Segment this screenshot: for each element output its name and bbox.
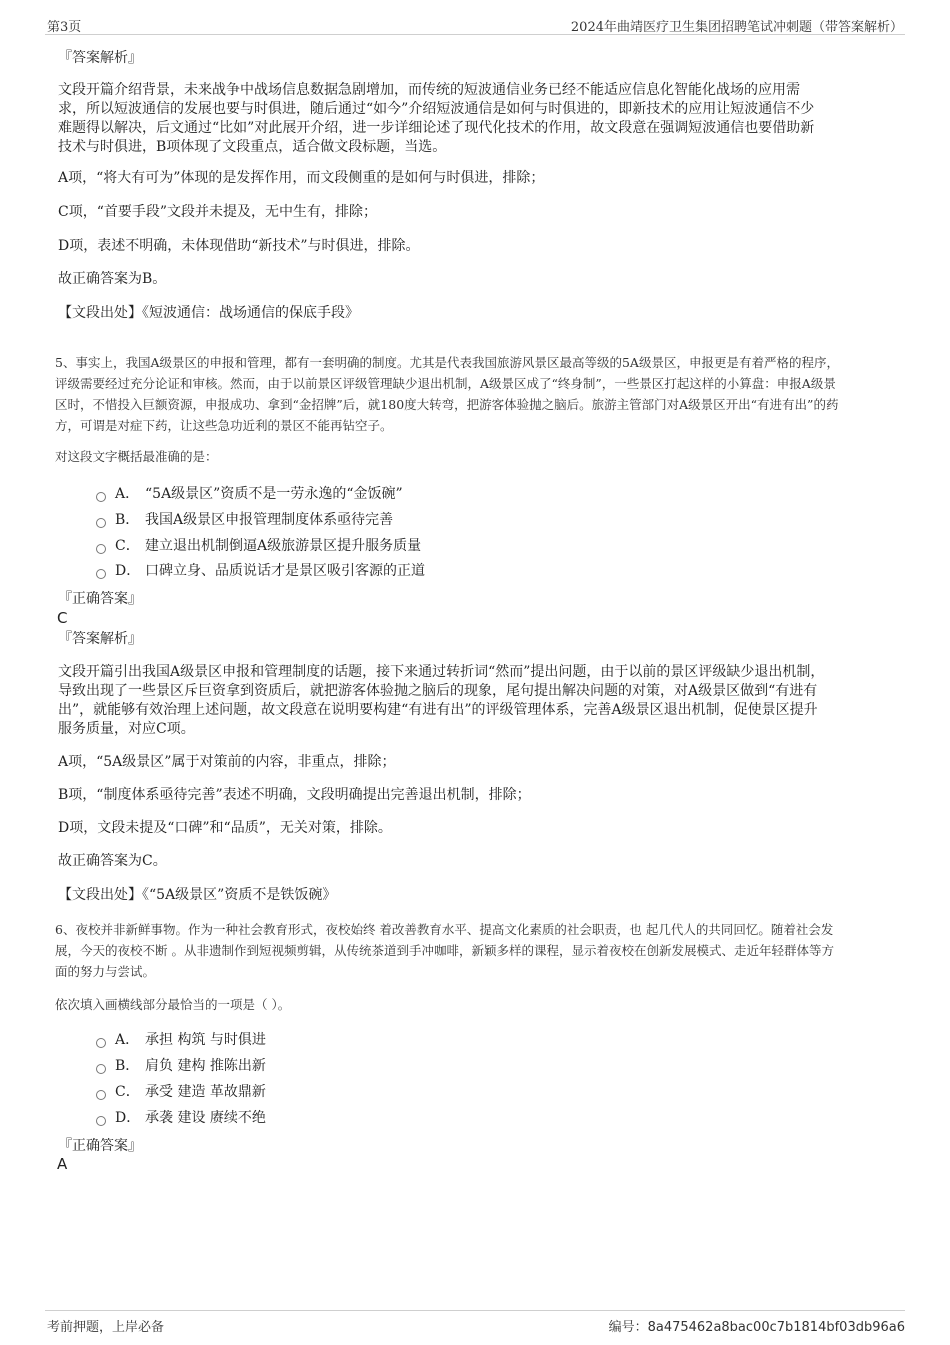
page-header <box>45 14 905 35</box>
analysis-label: 『答案解析』 <box>58 50 142 66</box>
option-text: 承担 构筑 与时俱进 <box>145 1032 266 1048</box>
footer-slogan: 考前押题，上岸必备 <box>47 1320 165 1335</box>
question-6-text <box>55 919 895 982</box>
option-b[interactable] <box>96 510 393 530</box>
source-citation: 【文段出处】《短波通信：战场通信的保底手段》 <box>58 305 359 321</box>
option-text: 我国A级景区申报管理制度体系亟待完善 <box>145 512 394 528</box>
analysis-paragraph <box>58 81 888 157</box>
correct-answer: A <box>57 1155 68 1173</box>
question-6-prompt: 依次填入画横线部分最恰当的一项是（ ）。 <box>55 997 291 1012</box>
radio-icon[interactable] <box>96 544 106 554</box>
radio-icon[interactable] <box>96 492 106 502</box>
option-d[interactable] <box>96 561 425 581</box>
option-letter: C． <box>115 538 140 554</box>
analysis-line: 技术与时俱进，B项体现了文段重点，适合做文段标题，当选。 <box>58 139 447 155</box>
conclusion: 故正确答案为B。 <box>58 271 167 287</box>
code-label: 编号： <box>608 1320 648 1335</box>
question-5-text <box>55 352 895 436</box>
option-c[interactable] <box>96 1082 266 1102</box>
option-letter: B． <box>115 1058 140 1074</box>
page-number: 第3页 <box>47 20 82 35</box>
option-text: 承袭 建设 赓续不绝 <box>145 1110 266 1126</box>
answer-label: 『正确答案』 <box>58 591 142 607</box>
question-line: 方，可谓是对症下药，让这些急功近利的景区不能再钻空子。 <box>55 418 393 433</box>
radio-icon[interactable] <box>96 1090 106 1100</box>
exclusion-c: C项，“首要手段”文段并未提及，无中生有，排除； <box>58 204 378 220</box>
radio-icon[interactable] <box>96 1038 106 1048</box>
code-value: 8a475462a8bac00c7b1814bf03db96a6 <box>647 1320 905 1335</box>
option-c[interactable] <box>96 536 421 556</box>
question-line: 6、夜校并非新鲜事物。作为一种社会教育形式，夜校始终 着改善教育水平、提高文化素质的社会职责，也 起几代人的共同回忆。随着社会发 <box>55 922 834 937</box>
analysis-line: 文段开篇引出我国A级景区申报和管理制度的话题，接下来通过转折词“然而”提出问题，由于以前的景区评级缺少退出机制， <box>58 664 825 680</box>
option-text: “5A级景区”资质不是一劳永逸的“金饭碗” <box>145 486 403 502</box>
question-line: 5、事实上，我国A级景区的申报和管理，都有一套明确的制度。尤其是代表我国旅游风景区最高等级的5A级景区，申报更是有着严格的程序， <box>55 355 839 370</box>
analysis-paragraph <box>58 663 888 739</box>
option-text: 肩负 建构 推陈出新 <box>145 1058 266 1074</box>
option-letter: A． <box>115 1032 140 1048</box>
radio-icon[interactable] <box>96 569 106 579</box>
question-line: 区时，不惜投入巨额资源，申报成功、拿到“金招牌”后，就180度大转弯，把游客体验抛之脑后。旅游主管部门对A级景区开出“有进有出”的药 <box>55 397 839 412</box>
analysis-label: 『答案解析』 <box>58 631 142 647</box>
conclusion: 故正确答案为C。 <box>58 853 167 869</box>
exclusion-b: B项，“制度体系亟待完善”表述不明确，文段明确提出完善退出机制，排除； <box>58 787 531 803</box>
exclusion-a: A项，“5A级景区”属于对策前的内容，非重点，排除； <box>58 754 396 770</box>
analysis-line: 出”，就能够有效治理上述问题，故文段意在说明要构建“有进有出”的评级管理体系，完善A级景区退出机制，促使景区提升 <box>58 702 818 718</box>
exclusion-d: D项，表述不明确，未体现借助“新技术”与时俱进，排除。 <box>58 238 420 254</box>
page-footer <box>45 1310 905 1335</box>
option-letter: D． <box>115 563 141 579</box>
exclusion-a: A项，“将大有可为”体现的是发挥作用，而文段侧重的是如何与时俱进，排除； <box>58 170 545 186</box>
question-line: 展，今天的夜校不断 。从非遗制作到短视频剪辑，从传统茶道到手冲咖啡，新颖多样的课程，显示着夜校在创新发展模式、走近年轻群体等方 <box>55 943 834 958</box>
question-line: 评级需要经过充分论证和审核。然而，由于以前景区评级管理缺少退出机制，A级景区成了“终身制”，一些景区打起这样的小算盘：申报A级景 <box>55 376 836 391</box>
option-text: 承受 建造 革故鼎新 <box>145 1084 266 1100</box>
radio-icon[interactable] <box>96 1064 106 1074</box>
analysis-line: 服务质量，对应C项。 <box>58 721 195 737</box>
radio-icon[interactable] <box>96 1116 106 1126</box>
question-5-prompt: 对这段文字概括最准确的是： <box>55 449 218 464</box>
option-letter: A． <box>115 486 140 502</box>
option-a[interactable] <box>96 484 403 504</box>
option-b[interactable] <box>96 1056 266 1076</box>
document-title: 2024年曲靖医疗卫生集团招聘笔试冲刺题（带答案解析） <box>570 20 903 35</box>
analysis-line: 文段开篇介绍背景，未来战争中战场信息数据急剧增加，而传统的短波通信业务已经不能适应信息化智能化战场的应用需 <box>58 82 800 98</box>
option-a[interactable] <box>96 1030 266 1050</box>
option-text: 口碑立身、品质说话才是景区吸引客源的正道 <box>145 563 425 579</box>
option-d[interactable] <box>96 1108 266 1128</box>
source-citation: 【文段出处】《“5A级景区”资质不是铁饭碗》 <box>58 887 337 903</box>
question-line: 面的努力与尝试。 <box>55 964 156 979</box>
option-letter: D． <box>115 1110 141 1126</box>
correct-answer: C <box>57 609 68 627</box>
answer-label: 『正确答案』 <box>58 1138 142 1154</box>
exclusion-d: D项，文段未提及“口碑”和“品质”，无关对策，排除。 <box>58 820 392 836</box>
option-letter: C． <box>115 1084 140 1100</box>
analysis-line: 导致出现了一些景区斥巨资拿到资质后，就把游客体验抛之脑后的现象，尾句提出解决问题的对策，对A级景区做到“有进有 <box>58 683 818 699</box>
analysis-line: 难题得以解决，后文通过“比如”对此展开介绍，进一步详细论述了现代化技术的作用，故文段意在强调短波通信也要借助新 <box>58 120 815 136</box>
document-code <box>609 1316 905 1335</box>
radio-icon[interactable] <box>96 518 106 528</box>
analysis-line: 求，所以短波通信的发展也要与时俱进，随后通过“如今”介绍短波通信是如何与时俱进的，即新技术的应用让短波通信不少 <box>58 101 815 117</box>
option-text: 建立退出机制倒逼A级旅游景区提升服务质量 <box>145 538 422 554</box>
option-letter: B． <box>115 512 140 528</box>
